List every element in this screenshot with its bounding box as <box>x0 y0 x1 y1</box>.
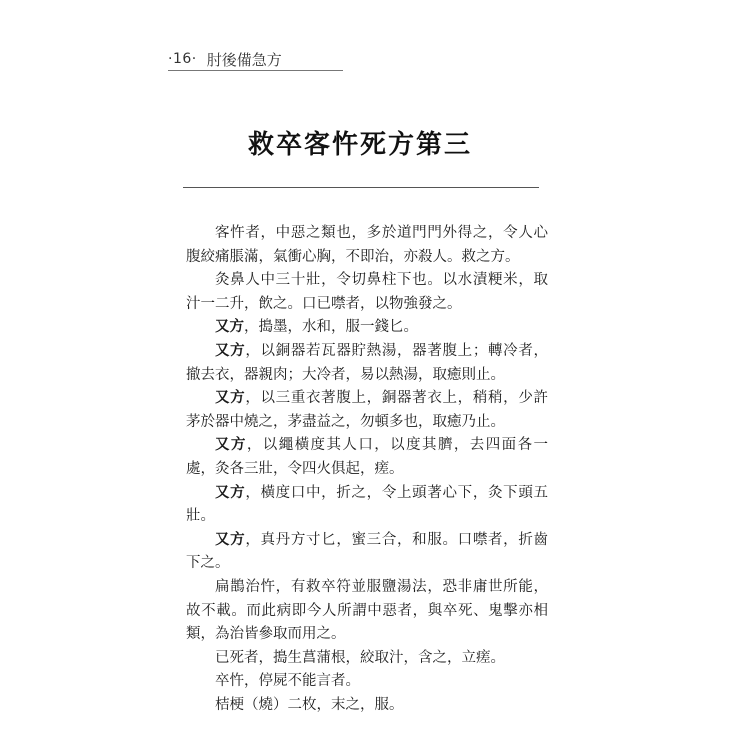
recipe-lead: 又方 <box>215 484 246 501</box>
chapter-title: 救卒客忤死方第三 <box>247 130 472 160</box>
paragraph: 已死者，搗生菖蒲根，絞取汁，含之，立瘥。 <box>215 649 505 666</box>
paragraph: 灸鼻人中三十壯，令切鼻柱下也。以水漬粳米，取汁一二升，飲之。口已噤者，以物強發之。 <box>186 272 548 312</box>
body-text <box>186 222 548 717</box>
title-rule <box>183 187 539 188</box>
paragraph: 又方，以三重衣著腹上，銅器著衣上，稍稍，少許茅於器中燒之，茅盡益之，勿頓多也，取癒乃止。 <box>186 390 549 430</box>
book-title: 肘後備急方 <box>206 50 282 69</box>
page-number: ·16· <box>168 51 197 67</box>
paragraph: 卒忤，停屍不能言者。 <box>215 673 360 690</box>
recipe-lead: 又方 <box>215 531 246 548</box>
paragraph: 桔梗（燒）二枚，末之，服。 <box>215 696 404 713</box>
paragraph: 又方，以繩橫度其人口，以度其臍，去四面各一處，灸各三壯，令四火俱起，瘥。 <box>186 437 549 477</box>
paragraph: 又方，橫度口中，折之，令上頭著心下，灸下頭五壯。 <box>186 484 549 525</box>
paragraph: 又方，以銅器若瓦器貯熱湯，器著腹上；轉冷者，撤去衣，器親肉；大冷者，易以熱湯，取癒則止。 <box>186 342 549 383</box>
paragraph: 客忤者，中惡之類也，多於道門門外得之，令人心腹絞痛脹滿，氣衝心胸，不即治，亦殺人。救之方。 <box>186 225 548 265</box>
header-rule <box>168 70 343 71</box>
recipe-lead: 又方 <box>215 390 246 407</box>
paragraph: 扁鵲治忤，有救卒符並服鹽湯法，恐非庸世所能，故不載。而此病即今人所謂中惡者，與卒死、鬼擊亦相類，為治皆參取而用之。 <box>186 578 548 643</box>
recipe-lead: 又方 <box>215 319 244 336</box>
paragraph: 又方，搗墨，水和，服一錢匕。 <box>215 319 418 336</box>
paragraph: 又方，真丹方寸匕，蜜三合，和服。口噤者，折齒下之。 <box>186 531 549 572</box>
recipe-lead: 又方 <box>215 342 246 359</box>
recipe-lead: 又方 <box>215 437 247 454</box>
